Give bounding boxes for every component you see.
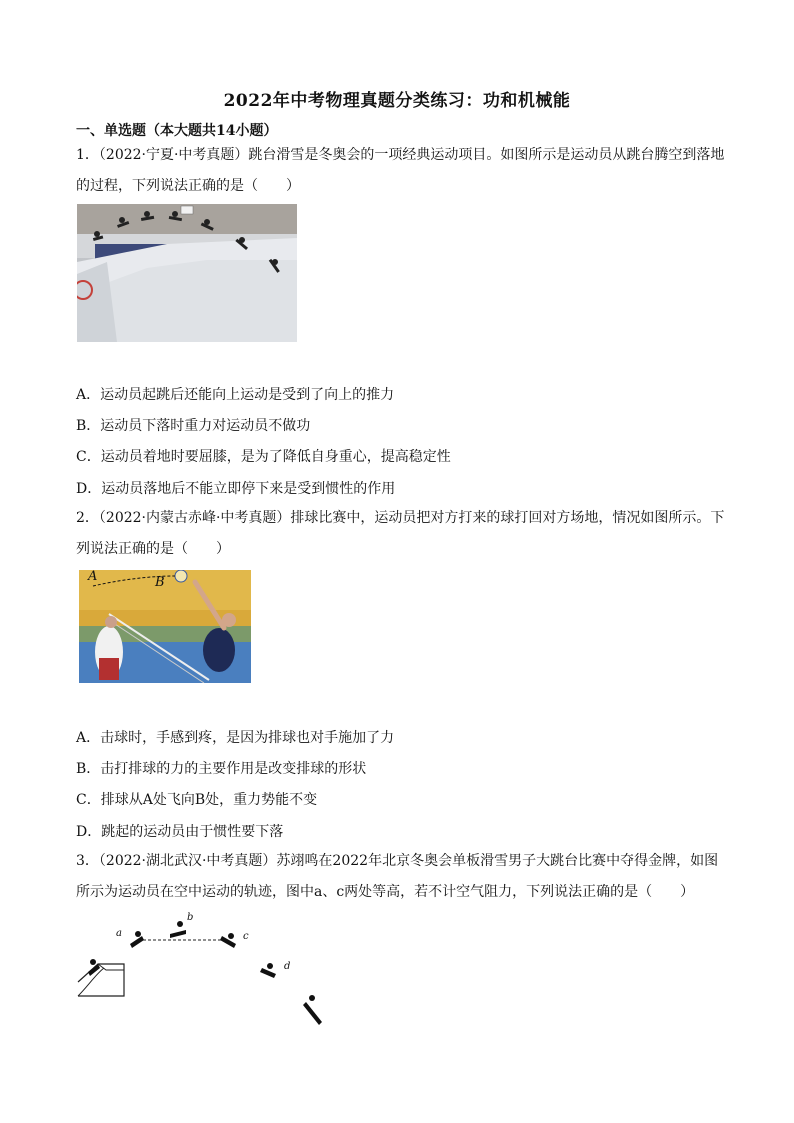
- q1-ski-jump-photo: [77, 204, 297, 342]
- q3-figure-label-d: d: [284, 961, 291, 972]
- page-title: 2022年中考物理真题分类练习：功和机械能: [223, 91, 571, 111]
- q2-option-d[interactable]: D．跳起的运动员由于惯性要下落: [76, 824, 284, 840]
- q1-option-a[interactable]: A．运动员起跳后还能向上运动是受到了向上的推力: [76, 387, 395, 403]
- volleyball-illustration: [79, 570, 251, 683]
- q2-stem-line1: 2．（2022·内蒙古赤峰·中考真题）排球比赛中，运动员把对方打来的球打回对方场地，情况如图所示。下: [76, 510, 725, 526]
- q3-figure-label-a: a: [116, 928, 122, 939]
- q2-option-c[interactable]: C．排球从A处飞向B处，重力势能不变: [76, 792, 318, 808]
- q3-stem-line2: 所示为运动员在空中运动的轨迹，图中a、c两处等高，若不计空气阻力，下列说法正确的是（ ）: [76, 884, 695, 900]
- q3-figure-label-b: b: [187, 912, 194, 923]
- q1-option-b[interactable]: B．运动员下落时重力对运动员不做功: [76, 418, 311, 434]
- trajectory-diagram: [76, 910, 336, 1030]
- ski-jump-illustration: [77, 204, 297, 342]
- q2-option-a[interactable]: A．击球时，手感到疼，是因为排球也对手施加了力: [76, 730, 395, 746]
- q2-option-b[interactable]: B．击打排球的力的主要作用是改变排球的形状: [76, 761, 367, 777]
- q3-trajectory-figure: [76, 910, 336, 1030]
- q1-option-c[interactable]: C．运动员着地时要屈膝，是为了降低自身重心，提高稳定性: [76, 449, 451, 465]
- q2-volleyball-photo: [79, 570, 251, 683]
- q3-stem-line1: 3．（2022·湖北武汉·中考真题）苏翊鸣在2022年北京冬奥会单板滑雪男子大跳台比赛中夺得金牌，如图: [76, 853, 719, 869]
- q2-stem-line2: 列说法正确的是（ ）: [76, 541, 230, 557]
- q2-figure-label-b: B: [155, 575, 165, 590]
- q1-option-d[interactable]: D．运动员落地后不能立即停下来是受到惯性的作用: [76, 481, 396, 497]
- q3-figure-label-c: c: [243, 931, 249, 942]
- q2-figure-label-a: A: [88, 570, 98, 584]
- q1-stem-line2: 的过程，下列说法正确的是（ ）: [76, 178, 300, 194]
- q1-stem-line1: 1．（2022·宁夏·中考真题）跳台滑雪是冬奥会的一项经典运动项目。如图所示是运动员从跳台腾空到落地: [76, 147, 725, 163]
- section-heading: 一、单选题（本大题共14小题）: [76, 123, 278, 139]
